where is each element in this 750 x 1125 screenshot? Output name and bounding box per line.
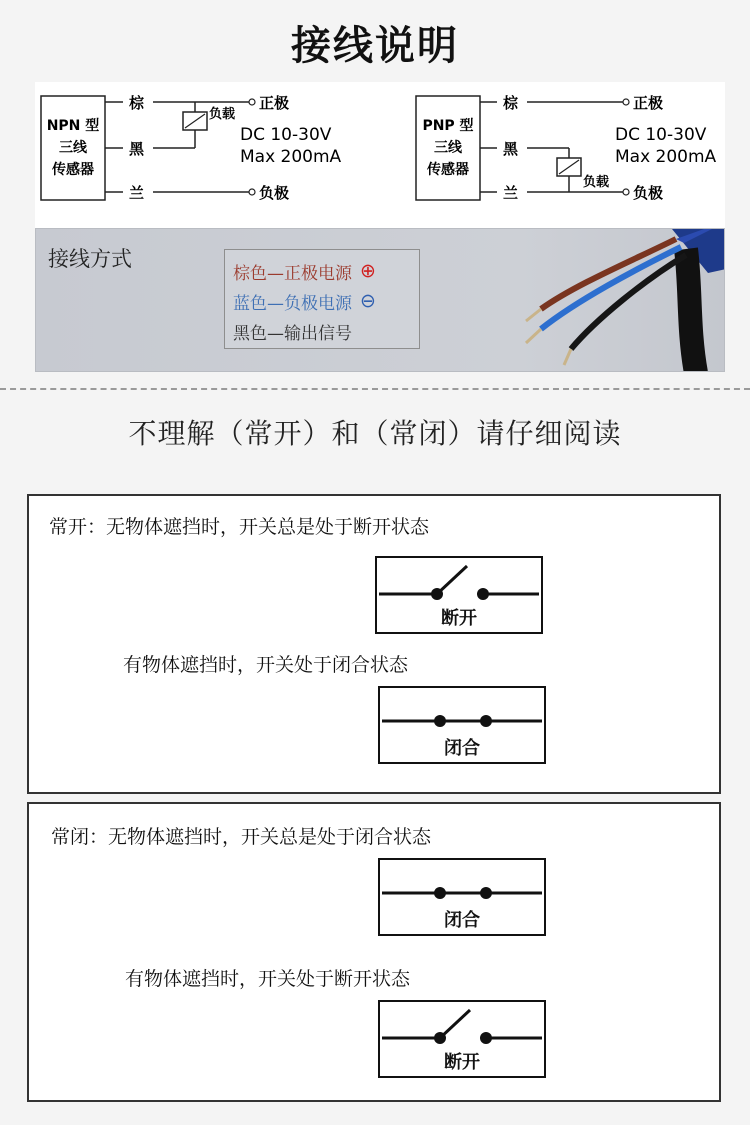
npn-spec-current: Max 200mA [240, 147, 342, 167]
nc-open-switch-diagram [378, 1000, 546, 1078]
pnp-diagram [416, 94, 717, 202]
pnp-wire-blue: 兰 [503, 184, 519, 202]
npn-positive-label: 正极 [259, 94, 290, 112]
normally-open-line-1: 常开：无物体遮挡时，开关总是处于断开状态 [49, 516, 430, 538]
nc-open-switch-label: 断开 [444, 1052, 480, 1073]
normally-open-line-2: 有物体遮挡时，开关处于闭合状态 [123, 654, 409, 676]
open-switch-diagram [375, 556, 543, 634]
nc-closed-switch-label: 闭合 [444, 910, 480, 931]
page-title: 接线说明 [291, 23, 459, 69]
main-cable [686, 249, 696, 372]
pnp-wire-brown: 棕 [503, 94, 519, 112]
npn-wire-black: 黑 [129, 140, 145, 158]
wire-color-legend [224, 249, 420, 349]
closed-switch-label: 闭合 [444, 738, 480, 759]
normally-closed-box [27, 802, 721, 1102]
wiring-method-panel [35, 228, 725, 372]
section-divider [0, 388, 750, 390]
npn-negative-label: 负极 [259, 184, 290, 202]
pnp-sensor-line-1: PNP 型 [422, 118, 474, 134]
normally-closed-line-2: 有物体遮挡时，开关处于断开状态 [125, 968, 411, 990]
open-switch-label: 断开 [441, 608, 477, 629]
pnp-positive-label: 正极 [633, 94, 664, 112]
legend-black-row [233, 316, 411, 346]
legend-brown-row [233, 256, 411, 286]
legend-blue-row [233, 286, 411, 316]
pnp-load-label: 负载 [583, 175, 610, 190]
npn-sensor-line-1: NPN 型 [46, 118, 100, 134]
normally-open-box [27, 494, 721, 794]
npn-diagram [41, 94, 342, 202]
wiring-diagram-panel [35, 82, 725, 232]
section-subtitle: 不理解（常开）和（常闭）请仔细阅读 [128, 417, 622, 450]
npn-load-label: 负载 [209, 107, 236, 122]
legend-blue-text: 蓝色—负极电源 [233, 293, 352, 314]
normally-closed-line-1: 常闭：无物体遮挡时，开关总是处于闭合状态 [51, 826, 432, 848]
pnp-sensor-line-3: 传感器 [427, 162, 469, 178]
closed-switch-diagram [378, 686, 546, 764]
pnp-wire-black: 黑 [503, 140, 519, 158]
wiring-method-title: 接线方式 [48, 247, 132, 271]
pnp-spec-voltage: DC 10-30V [615, 125, 707, 145]
plus-icon: ⊕ [360, 259, 376, 282]
npn-sensor-line-2: 三线 [59, 140, 87, 156]
minus-icon: ⊖ [360, 289, 376, 312]
npn-wire-blue: 兰 [129, 184, 145, 202]
nc-closed-switch-diagram [378, 858, 546, 936]
pnp-sensor-line-2: 三线 [434, 140, 462, 156]
pnp-negative-label: 负极 [633, 184, 664, 202]
legend-black-text: 黑色—输出信号 [233, 323, 352, 344]
npn-wire-brown: 棕 [129, 94, 145, 112]
wiring-diagrams [35, 82, 725, 232]
npn-sensor-line-3: 传感器 [52, 162, 94, 178]
pnp-spec-current: Max 200mA [615, 147, 717, 167]
legend-brown-text: 棕色—正极电源 [233, 263, 352, 284]
npn-spec-voltage: DC 10-30V [240, 125, 332, 145]
